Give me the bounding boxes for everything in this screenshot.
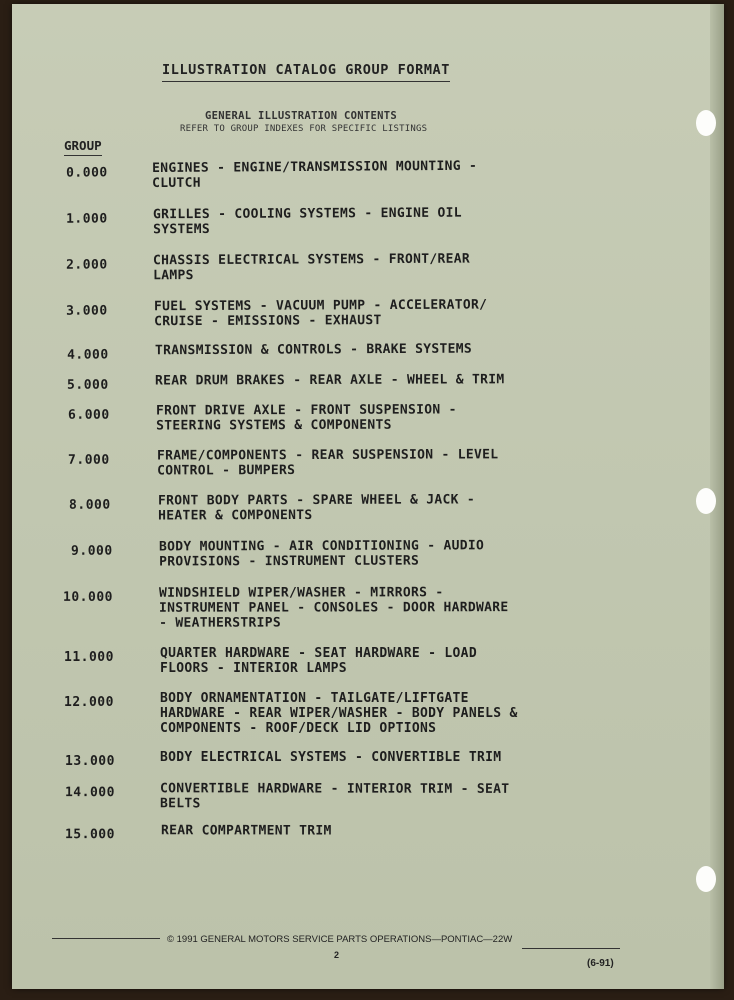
group-row	[12, 296, 712, 330]
group-description-line: ENGINES - ENGINE/TRANSMISSION MOUNTING -	[151, 158, 478, 177]
group-description-line: GRILLES - COOLING SYSTEMS - ENGINE OIL	[152, 205, 462, 223]
group-description-line: FUEL SYSTEMS - VACUUM PUMP - ACCELERATOR/	[153, 297, 488, 315]
group-row	[12, 250, 712, 284]
group-description	[154, 298, 487, 330]
group-description-line: PROVISIONS - INSTRUMENT CLUSTERS	[159, 553, 420, 570]
group-row	[12, 492, 712, 524]
contents-note: REFER TO GROUP INDEXES FOR SPECIFIC LISTINGS	[180, 124, 428, 134]
group-description-line: STEERING SYSTEMS & COMPONENTS	[156, 417, 392, 434]
group-row	[12, 340, 712, 363]
group-number: 10.000	[63, 589, 114, 605]
group-description-line: REAR DRUM BRAKES - REAR AXLE - WHEEL & TRIM	[154, 372, 505, 389]
group-row	[12, 372, 712, 393]
group-row	[12, 157, 712, 192]
group-description-line: BELTS	[159, 796, 201, 812]
group-description-line: HEATER & COMPONENTS	[158, 507, 313, 524]
group-number: 9.000	[71, 543, 113, 559]
group-number: 14.000	[64, 785, 115, 801]
contents-heading: GENERAL ILLUSTRATION CONTENTS	[205, 110, 398, 122]
group-description-line: LAMPS	[153, 268, 194, 284]
group-description	[153, 206, 462, 238]
group-description-line: - WEATHERSTRIPS	[159, 615, 281, 631]
group-description	[160, 750, 501, 765]
group-description-line: REAR COMPARTMENT TRIM	[160, 823, 332, 839]
group-number: 13.000	[65, 754, 115, 769]
footer-rule-left	[52, 938, 160, 939]
footer-copyright: © 1991 GENERAL MOTORS SERVICE PARTS OPERATIONS—PONTIAC—22W	[167, 934, 513, 945]
group-description-line: CONVERTIBLE HARDWARE - INTERIOR TRIM - SEAT	[159, 781, 510, 797]
group-number: 3.000	[66, 303, 108, 319]
group-number: 8.000	[69, 497, 111, 513]
group-row	[12, 585, 712, 631]
group-description-line: CHASSIS ELECTRICAL SYSTEMS - FRONT/REAR	[152, 251, 471, 269]
group-number: 7.000	[68, 452, 110, 468]
group-number: 12.000	[64, 695, 114, 710]
page-number: 2	[334, 950, 340, 960]
catalog-page	[12, 4, 724, 989]
group-description-line: FLOORS - INTERIOR LAMPS	[160, 661, 347, 676]
group-number: 0.000	[66, 165, 108, 181]
group-row	[12, 538, 712, 570]
revision-date: (6-91)	[587, 958, 614, 969]
group-number: 15.000	[64, 827, 115, 843]
group-description-line: COMPONENTS - ROOF/DECK LID OPTIONS	[160, 721, 437, 736]
footer-rule-right	[522, 948, 620, 949]
binder-hole	[696, 110, 716, 136]
binder-hole	[696, 488, 716, 514]
group-row	[12, 402, 712, 434]
group-number: 2.000	[66, 257, 108, 273]
group-description-line: FRAME/COMPONENTS - REAR SUSPENSION - LEVEL	[156, 447, 499, 464]
group-description-line: SYSTEMS	[153, 221, 211, 238]
group-description	[157, 447, 498, 478]
group-description-line: CRUISE - EMISSIONS - EXHAUST	[154, 313, 382, 330]
group-row	[12, 781, 712, 812]
page-title: ILLUSTRATION CATALOG GROUP FORMAT	[162, 62, 450, 82]
group-column-header: GROUP	[64, 138, 102, 156]
group-number: 11.000	[64, 650, 114, 665]
group-description	[159, 585, 509, 631]
group-description	[152, 159, 477, 191]
group-number: 1.000	[66, 211, 108, 227]
group-number: 4.000	[67, 347, 109, 363]
group-description	[153, 252, 470, 284]
group-description-line: CONTROL - BUMPERS	[157, 463, 296, 479]
group-description	[155, 342, 472, 359]
group-description	[159, 538, 484, 569]
group-description-line: HARDWARE - REAR WIPER/WASHER - BODY PANELS &	[160, 706, 518, 721]
group-description	[155, 372, 505, 388]
group-description	[158, 492, 475, 523]
group-row	[12, 823, 712, 843]
group-description	[156, 402, 457, 433]
group-description-line: WINDSHIELD WIPER/WASHER - MIRRORS -	[158, 585, 444, 601]
group-description-line: BODY ORNAMENTATION - TAILGATE/LIFTGATE	[160, 691, 469, 706]
group-description-line: INSTRUMENT PANEL - CONSOLES - DOOR HARDWARE	[159, 600, 509, 616]
group-description	[160, 646, 477, 676]
group-description-line: FRONT BODY PARTS - SPARE WHEEL & JACK -	[157, 492, 476, 509]
group-description-line: BODY ELECTRICAL SYSTEMS - CONVERTIBLE TRIM	[160, 750, 502, 765]
group-description-line: TRANSMISSION & CONTROLS - BRAKE SYSTEMS	[154, 341, 473, 359]
group-row	[12, 447, 712, 479]
group-description-line: QUARTER HARDWARE - SEAT HARDWARE - LOAD	[160, 646, 477, 661]
group-description-line: CLUTCH	[152, 175, 201, 192]
group-number: 6.000	[68, 407, 110, 423]
group-number: 5.000	[67, 377, 109, 393]
group-description-line: FRONT DRIVE AXLE - FRONT SUSPENSION -	[155, 402, 457, 419]
group-description-line: BODY MOUNTING - AIR CONDITIONING - AUDIO	[158, 538, 485, 555]
group-row	[12, 204, 712, 238]
group-description	[160, 691, 518, 736]
group-description	[161, 823, 332, 838]
binder-hole	[696, 866, 716, 892]
group-description	[160, 781, 510, 812]
